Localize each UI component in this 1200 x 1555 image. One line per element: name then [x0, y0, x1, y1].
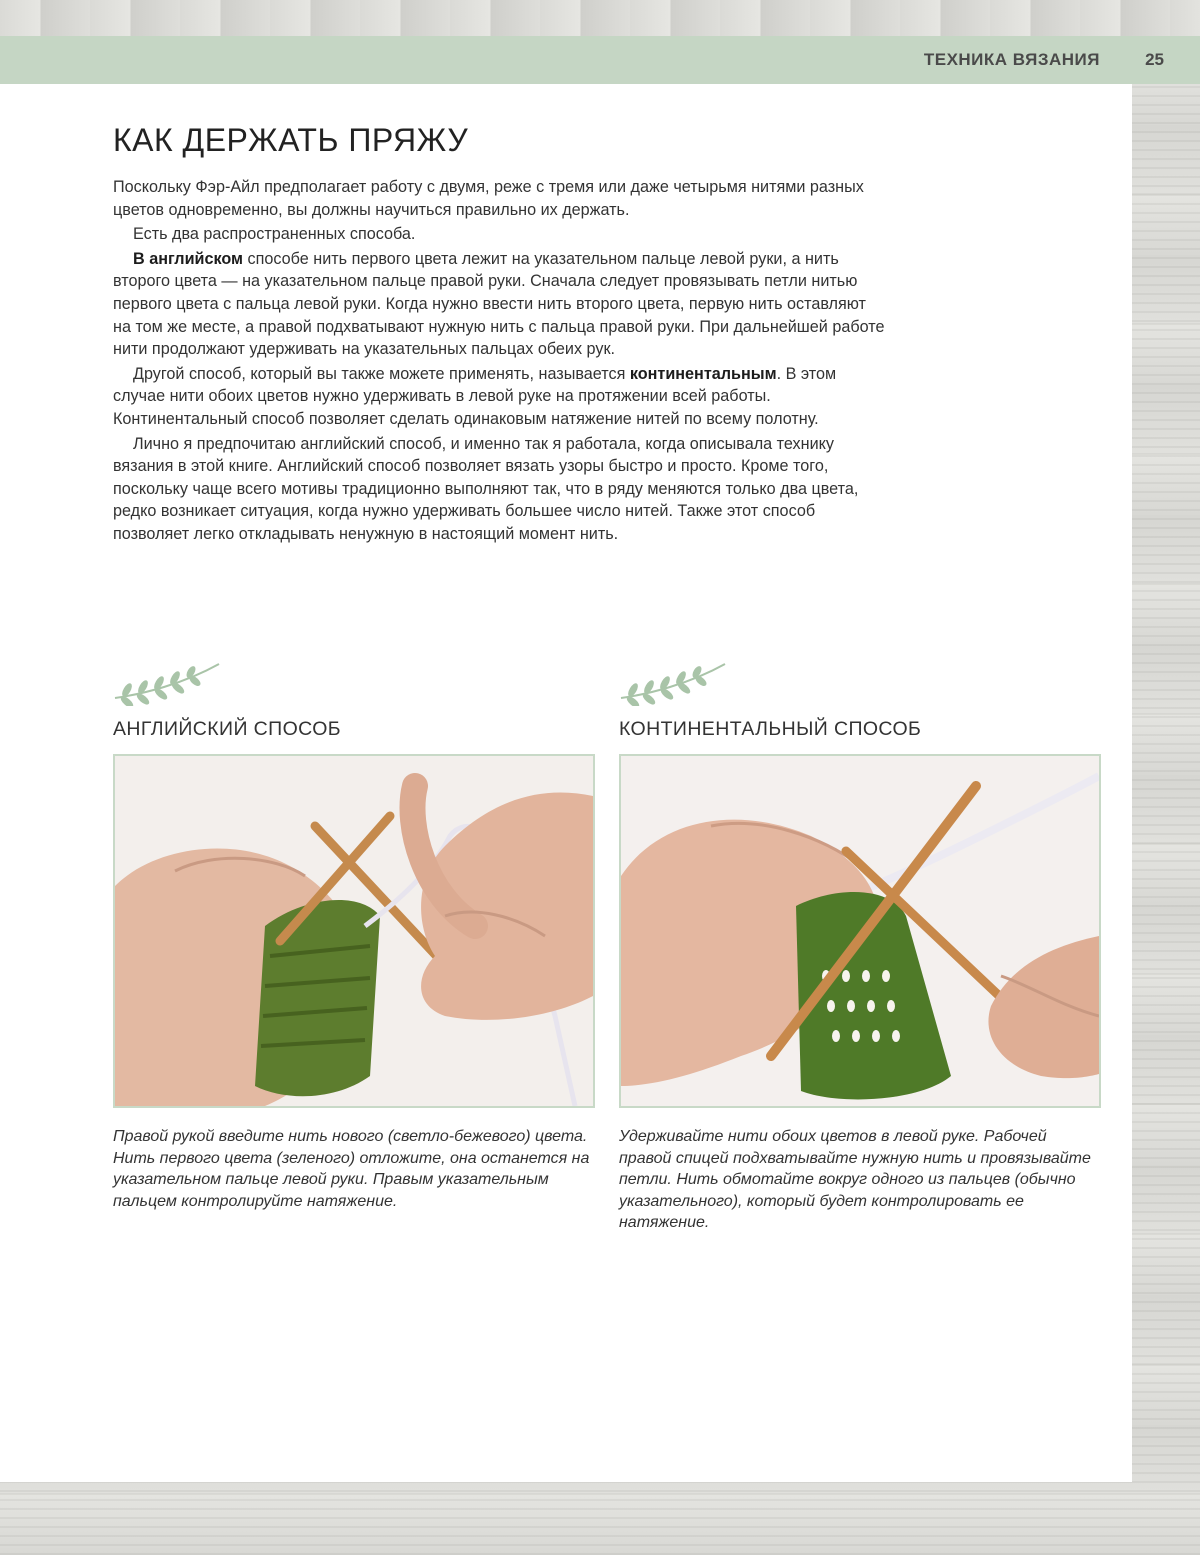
page-number: 25 — [1145, 50, 1164, 69]
wood-background-top — [0, 0, 1200, 36]
paragraph-4-start: Другой способ, который вы также можете применять, называется — [133, 364, 630, 383]
term-continental: континентальным — [629, 364, 777, 383]
continental-method-illustration — [621, 756, 1099, 1106]
sprig-icon — [113, 660, 223, 706]
paragraph-3-text: способе нить первого цвета лежит на указательном пальце левой руки, а нить второго цвета — на указательном пальце правой руки. Сначала следует провязывать петли нитью первого цвета с пальца левой руки. Когда нужно ввести нить второго цвета, первую нить оставляют на том же месте, а правой подхватывают нужную нить с пальца правой руки. При дальнейшей работе нити продолжают удерживать на указательных пальцах обеих рук. — [113, 249, 885, 359]
paragraph-4-text: . В этом случае нити обоих цветов нужно удерживать в левой руке на протяжении всей работы. Континентальный способ позволяет сделать одинаковым натяжение нитей по всему полотну. — [113, 364, 837, 428]
paragraph-1: Поскольку Фэр-Айл предполагает работу с двумя, реже с тремя или даже четырьмя нитями разных цветов одновременно, вы должны научиться правильно их держать. — [113, 178, 864, 219]
continental-method-caption: Удерживайте нити обоих цветов в левой руке. Рабочей правой спицей подхватывайте нужную нить и провязывайте петли. Нить обмотайте вокруг одного из пальцев (обычно указательного), который будет контролировать ее натяжение. — [619, 1128, 1091, 1232]
continental-method-title: КОНТИНЕНТАЛЬНЫЙ СПОСОБ — [619, 718, 922, 740]
paragraph-4 — [113, 363, 888, 431]
paragraph-5: Лично я предпочитаю английский способ, и именно так я работала, когда описывала технику вязания в этой книге. Английский способ позволяет вязать узоры быстро и просто. Кроме того, поскольку чаще всего мотивы традиционно выполняют так, что в ряду меняются только два цвета, редко возникает ситуация, когда нужно удерживать большее число нитей. Также этот способ позволяет легко откладывать ненужную в настоящий момент нить. — [113, 434, 859, 543]
paragraph-2: Есть два распространенных способа. — [133, 225, 416, 244]
english-method-photo — [113, 754, 595, 1108]
term-english: В английском — [133, 249, 244, 268]
continental-method-photo — [619, 754, 1101, 1108]
english-method-illustration — [115, 756, 593, 1106]
english-method-title: АНГЛИЙСКИЙ СПОСОБ — [113, 718, 341, 740]
page-title: КАК ДЕРЖАТЬ ПРЯЖУ — [113, 122, 469, 158]
section-title: ТЕХНИКА ВЯЗАНИЯ — [923, 50, 1100, 69]
english-method-caption: Правой рукой введите нить нового (светло-бежевого) цвета. Нить первого цвета (зеленого) отложите, она останется на указательном пальце левой руки. Правым указательным пальцем контролируйте натяжение. — [113, 1128, 590, 1210]
body-text — [113, 176, 888, 548]
paragraph-3 — [113, 248, 888, 361]
english-method-section — [113, 660, 595, 1212]
sprig-icon — [619, 660, 729, 706]
continental-method-section — [619, 660, 1101, 1234]
